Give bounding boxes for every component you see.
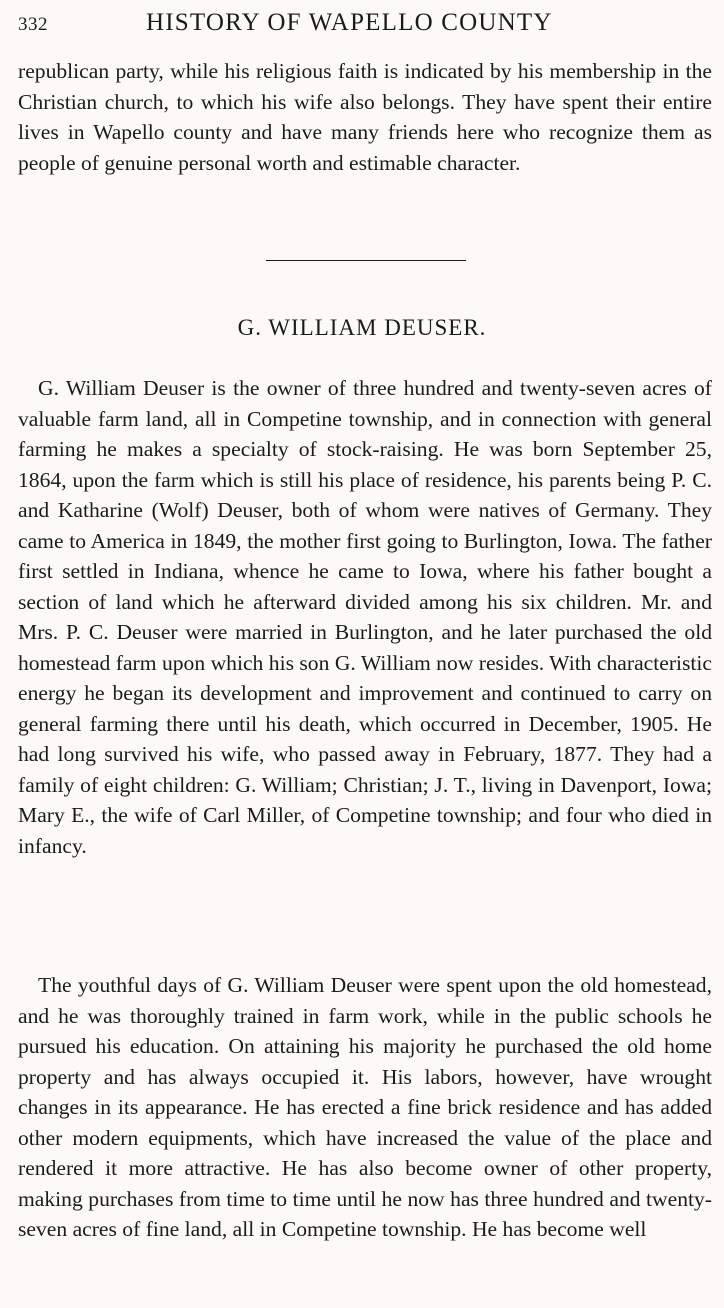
- paragraph-biography-intro: G. William Deuser is the owner of three hundred and twenty-seven acres of valuable farm land, all in Competine township, and in connection with general farming he makes a specialty of stock-raising. He was born September 25, 1864, upon the farm which is still his place of residence, his parents being P. C. and Katharine (Wolf) Deuser, both of whom were natives of Germany. They came to America in 1849, the mother first going to Burlington, Iowa. The father first settled in Indiana, whence he came to Iowa, where his father bought a section of land which he afterward divided among his six children. Mr. and Mrs. P. C. Deuser were married in Burlington, and he later purchased the old homestead farm upon which his son G. William now resides. With characteristic energy he began its development and improvement and continued to carry on general farming there until his death, which occurred in December, 1905. He had long survived his wife, who passed away in February, 1877. They had a family of eight children: G. William; Christian; J. T., living in Davenport, Iowa; Mary E., the wife of Carl Miller, of Competine township; and four who died in infancy.: [18, 376, 712, 858]
- section-title: G. WILLIAM DEUSER.: [237, 315, 487, 340]
- page-number: 332: [18, 14, 48, 35]
- paragraph-continued: republican party, while his religious faith is indicated by his membership in the Christian church, to which his wife also belongs. They have spent their entire lives in Wapello county and have many friends here who recognize them as people of genuine personal worth and estimable character.: [18, 59, 712, 175]
- page-header: [18, 6, 718, 40]
- running-head: HISTORY OF WAPELLO COUNTY: [146, 9, 553, 36]
- paragraph-biography-youth: The youthful days of G. William Deuser were spent upon the old homestead, and he was thoroughly trained in farm work, while in the public schools he pursued his education. On attaining his majority he purchased the old home property and has always occupied it. His labors, however, have wrought changes in its appearance. He has erected a fine brick residence and has added other modern equipments, which have increased the value of the place and rendered it more attractive. He has also become owner of other property, making purchases from time to time until he now has three hundred and twenty-seven acres of fine land, all in Competine township. He has become well: [18, 973, 712, 1241]
- section-divider: [266, 260, 466, 261]
